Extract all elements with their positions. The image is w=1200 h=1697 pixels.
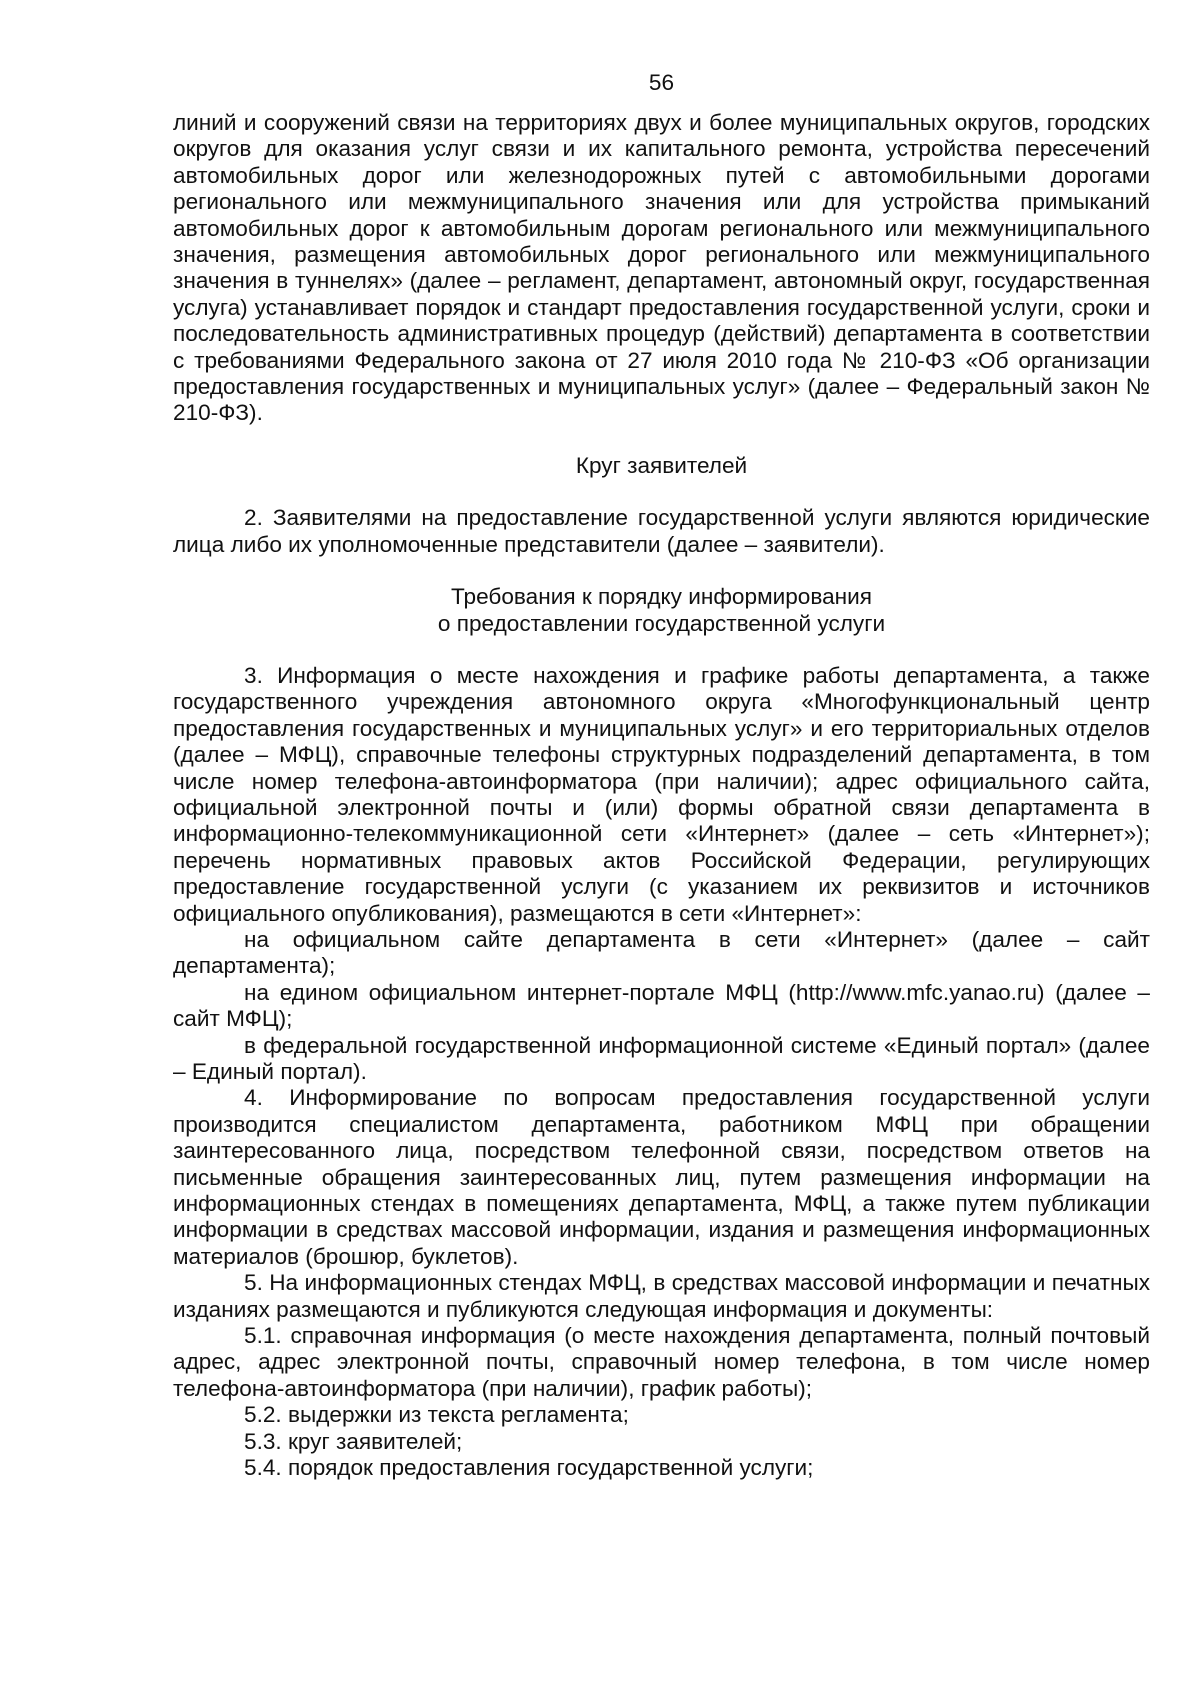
page-number: 56: [648, 70, 675, 95]
paragraph-3-item-mfc-site: на едином официальном интернет-портале МФЦ (http://www.mfc.yanao.ru) (далее – сайт МФЦ);: [173, 979, 1150, 1032]
spacer: [173, 427, 1150, 453]
paragraph-regulation-intro: линий и сооружений связи на территориях двух и более муниципальных округов, городских округов для оказания услуг связи и их капитального ремонта, устройства пересечений автомобильных дорог или железнодорожных путей с автомобильными дорогами регионального или межмуниципального значения или для устройства примыканий автомобильных дорог к автомобильным дорогам регионального или межмуниципального значения, размещения автомобильных дорог регионального или межмуниципального значения в туннелях» (далее – регламент, департамент, автономный округ, государственная услуга) устанавливает порядок и стандарт предоставления государственной услуги, сроки и последовательность административных процедур (действий) департамента в соответствии с требованиями Федерального закона от 27 июля 2010 года № 210-ФЗ «Об организации предоставления государственных и муниципальных услуг» (далее – Федеральный закон № 210-ФЗ).: [173, 110, 1150, 426]
spacer: [173, 479, 1150, 505]
paragraph-5-3: 5.3. круг заявителей;: [244, 1428, 463, 1454]
spacer: [173, 637, 1150, 663]
paragraph-2: 2. Заявителями на предоставление государственной услуги являются юридические лица либо их уполномоченные представители (далее – заявители).: [173, 505, 1150, 557]
section-heading-informing-line1: Требования к порядку информирования: [451, 584, 872, 610]
spacer: [173, 558, 1150, 584]
paragraph-3-item-department-site: на официальном сайте департамента в сети «Интернет» (далее – сайт департамента);: [173, 926, 1150, 979]
section-heading-informing-line2: о предоставлении государственной услуги: [437, 610, 886, 636]
paragraph-3: 3. Информация о месте нахождения и графике работы департамента, а также государственного учреждения автономного округа «Многофункциональный центр предоставления государственных и муниципальных услуг» и его территориальных отделов (далее – МФЦ), справочные телефоны структурных подразделений департамента, в том числе номер телефона-автоинформатора (при наличии); адрес официального сайта, официальной электронной почты и (или) формы обратной связи департамента в информационно-телекоммуникационной сети «Интернет» (далее – сеть «Интернет»); перечень нормативных правовых актов Российской Федерации, регулирующих предоставление государственной услуги (с указанием их реквизитов и источников официального опубликования), размещаются в сети «Интернет»:: [173, 662, 1150, 926]
paragraph-5-1: 5.1. справочная информация (о месте нахождения департамента, полный почтовый адрес, адрес электронной почты, справочный номер телефона, в том числе номер телефона-автоинформатора (при наличии), график работы);: [173, 1323, 1150, 1401]
paragraph-3-item-unified-portal: в федеральной государственной информационной системе «Единый портал» (далее – Единый портал).: [173, 1032, 1150, 1084]
paragraph-5-2: 5.2. выдержки из текста регламента;: [244, 1402, 629, 1428]
paragraph-5: 5. На информационных стендах МФЦ, в средствах массовой информации и печатных изданиях размещаются и публикуются следующая информация и документы:: [173, 1270, 1150, 1322]
paragraph-4: 4. Информирование по вопросам предоставления государственной услуги производится специалистом департамента, работником МФЦ при обращении заинтересованного лица, посредством телефонной связи, посредством ответов на письменные обращения заинтересованных лиц, путем размещения информации на информационных стендах в помещениях департамента, МФЦ, а также путем публикации информации в средствах массовой информации, издания и размещения информационных материалов (брошюр, буклетов).: [173, 1085, 1150, 1269]
paragraph-5-4: 5.4. порядок предоставления государственной услуги;: [244, 1455, 814, 1481]
section-heading-applicants: Круг заявителей: [575, 452, 748, 478]
document-body: [173, 110, 1150, 1482]
